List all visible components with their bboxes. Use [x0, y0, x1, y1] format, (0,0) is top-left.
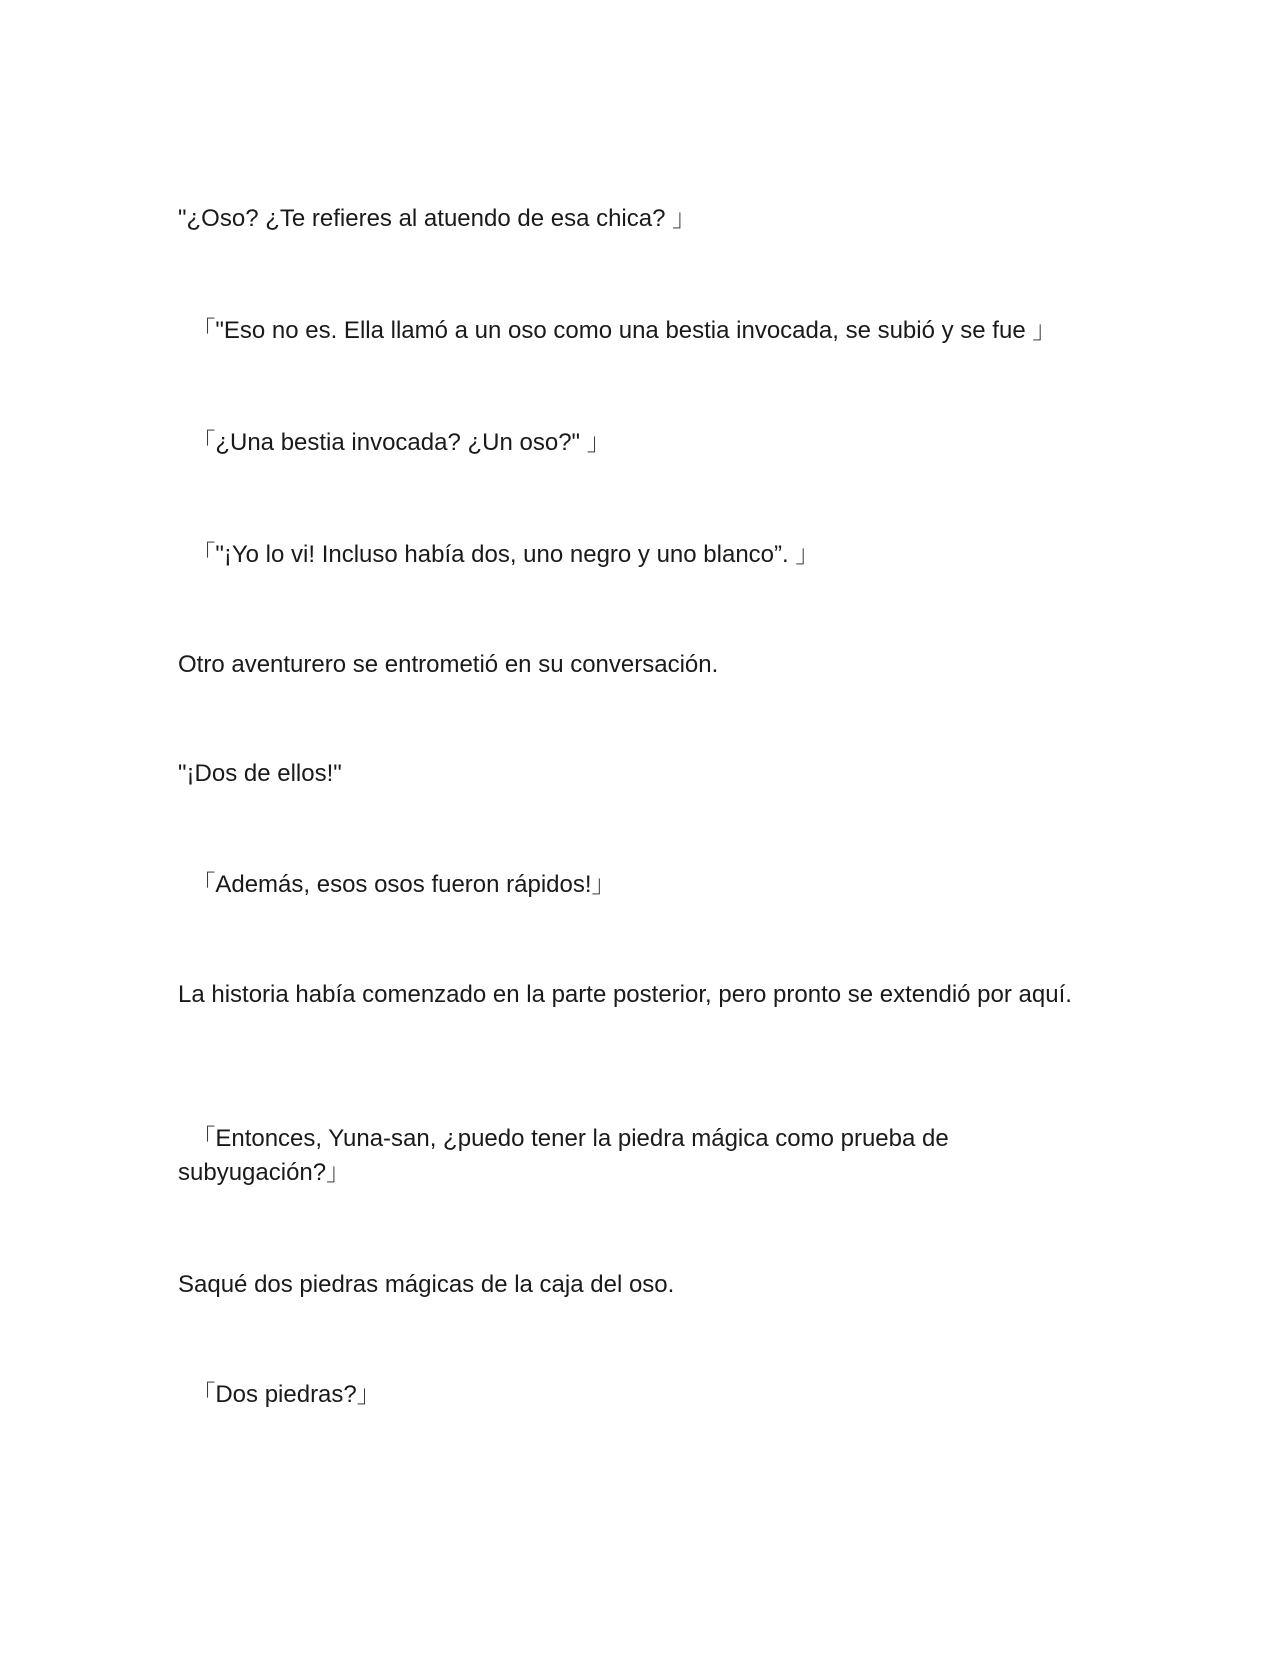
paragraph-5: Otro aventurero se entrometió en su conversación.	[178, 651, 719, 678]
paragraph-7: 「Además, esos osos fueron rápidos!」	[178, 871, 616, 898]
paragraph-2: 「"Eso no es. Ella llamó a un oso como una bestia invocada, se subió y se fue 」	[178, 317, 1057, 344]
paragraph-4: 「"¡Yo lo vi! Incluso había dos, uno negro y uno blanco”. 」	[178, 541, 820, 568]
paragraph-11: 「Dos piedras?」	[178, 1381, 381, 1408]
paragraph-3: 「¿Una bestia invocada? ¿Un oso?" 」	[178, 429, 611, 456]
paragraph-6: "¡Dos de ellos!"	[178, 760, 342, 787]
paragraph-1: "¿Oso? ¿Te refieres al atuendo de esa chica? 」	[178, 205, 697, 232]
paragraph-9: 「Entonces, Yuna-san, ¿puedo tener la piedra mágica como prueba de subyugación?」	[178, 1125, 956, 1186]
paragraph-10: Saqué dos piedras mágicas de la caja del oso.	[178, 1271, 675, 1298]
paragraph-8: La historia había comenzado en la parte posterior, pero pronto se extendió por aquí.	[178, 981, 1072, 1008]
